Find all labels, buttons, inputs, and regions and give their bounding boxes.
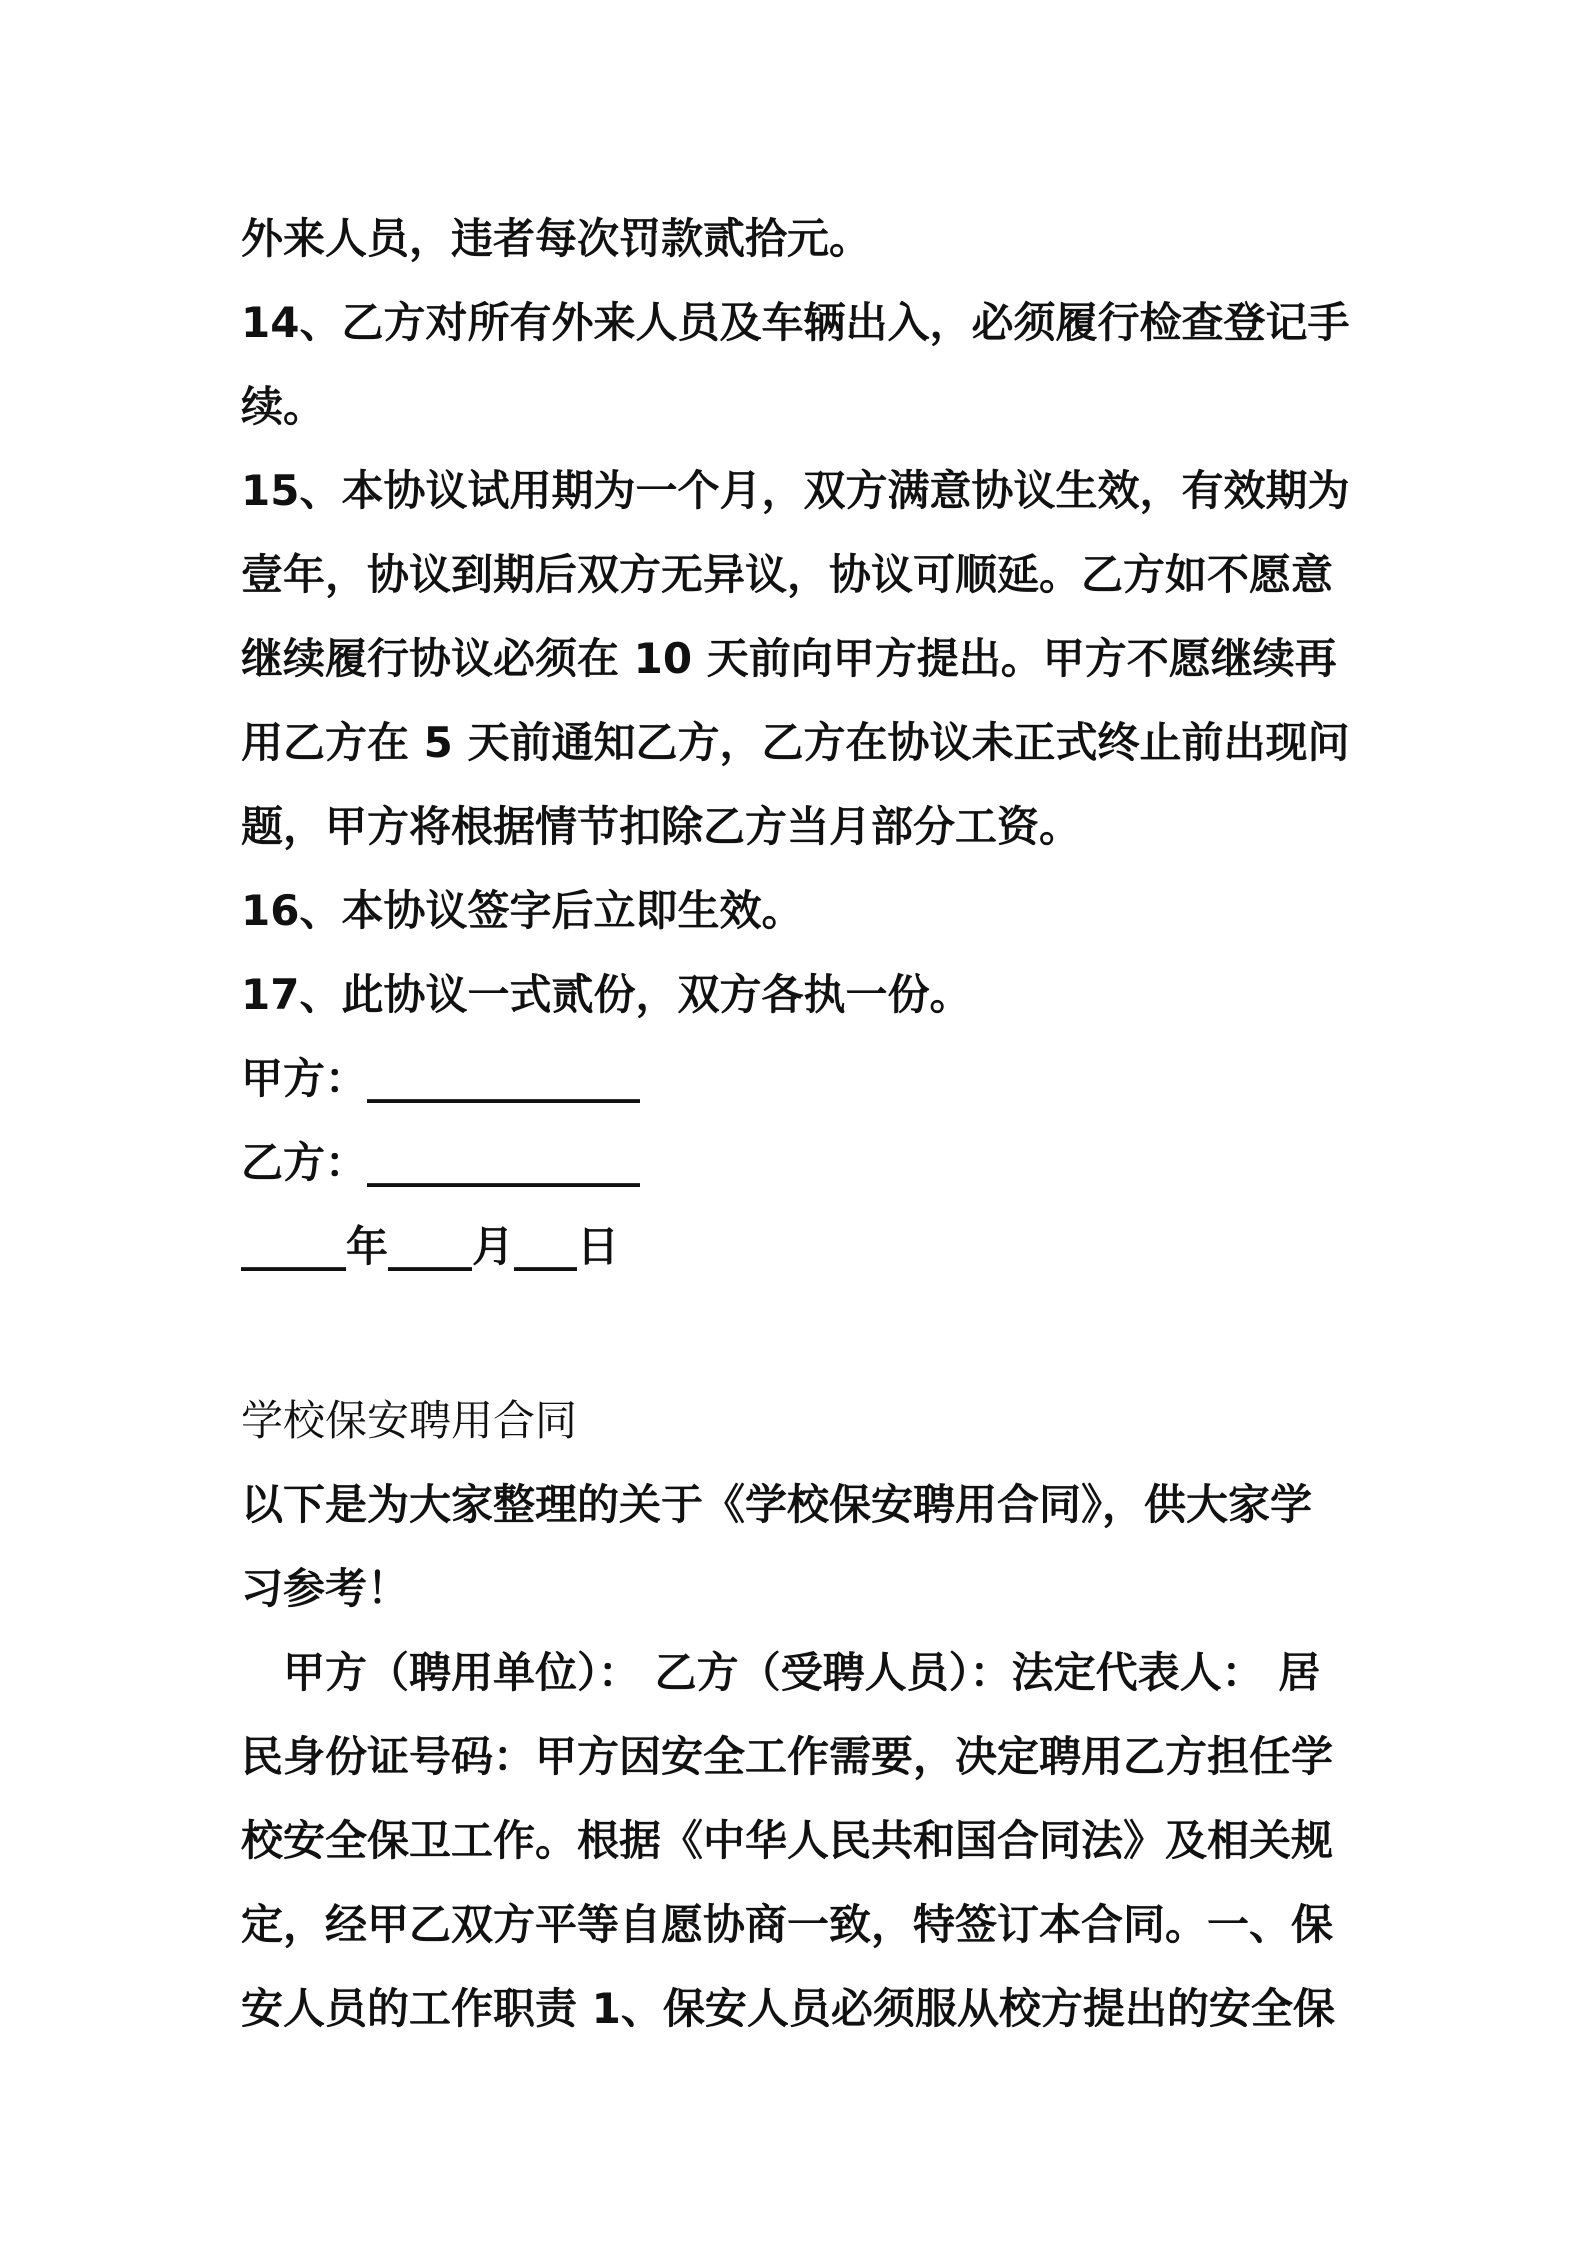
text-line: 15、本协议试用期为一个月，双方满意协议生效，有效期为	[241, 466, 1350, 515]
section-gap	[241, 1289, 1361, 1379]
text-line: 民身份证号码：甲方因安全工作需要，决定聘用乙方担任学	[241, 1732, 1334, 1781]
text-line: 以下是为大家整理的关于《学校保安聘用合同》，供大家学	[241, 1480, 1313, 1529]
text-line: 题，甲方将根据情节扣除乙方当月部分工资。	[241, 802, 1082, 851]
signature-date: _____年____月___日	[241, 1222, 620, 1271]
signature-party-b: 乙方：_____________	[241, 1138, 641, 1187]
text-line: 用乙方在 5 天前通知乙方，乙方在协议未正式终止前出现问	[241, 718, 1350, 767]
text-line: 安人员的工作职责 1、保安人员必须服从校方提出的安全保	[241, 1984, 1335, 2033]
signature-party-a: 甲方：_____________	[241, 1054, 641, 1103]
text-line: 续。	[241, 382, 326, 431]
text-line: 甲方（聘用单位）： 乙方（受聘人员）：法定代表人： 居	[241, 1648, 1321, 1697]
section-title: 学校保安聘用合同	[241, 1396, 578, 1445]
text-line: 定，经甲乙双方平等自愿协商一致，特签订本合同。一、保	[241, 1900, 1334, 1949]
text-line: 习参考！	[241, 1564, 410, 1613]
text-line: 14、乙方对所有外来人员及车辆出入，必须履行检查登记手	[241, 298, 1350, 347]
text-line: 外来人员，违者每次罚款贰拾元。	[241, 214, 872, 263]
text-line: 壹年，协议到期后双方无异议，协议可顺延。乙方如不愿意	[241, 550, 1334, 599]
text-line: 继续履行协议必须在 10 天前向甲方提出。甲方不愿继续再	[241, 634, 1337, 683]
document-body	[241, 197, 1361, 2051]
text-line: 16、本协议签字后立即生效。	[241, 886, 804, 935]
text-line: 校安全保卫工作。根据《中华人民共和国合同法》及相关规	[241, 1816, 1334, 1865]
text-line: 17、此协议一式贰份，双方各执一份。	[241, 970, 972, 1019]
